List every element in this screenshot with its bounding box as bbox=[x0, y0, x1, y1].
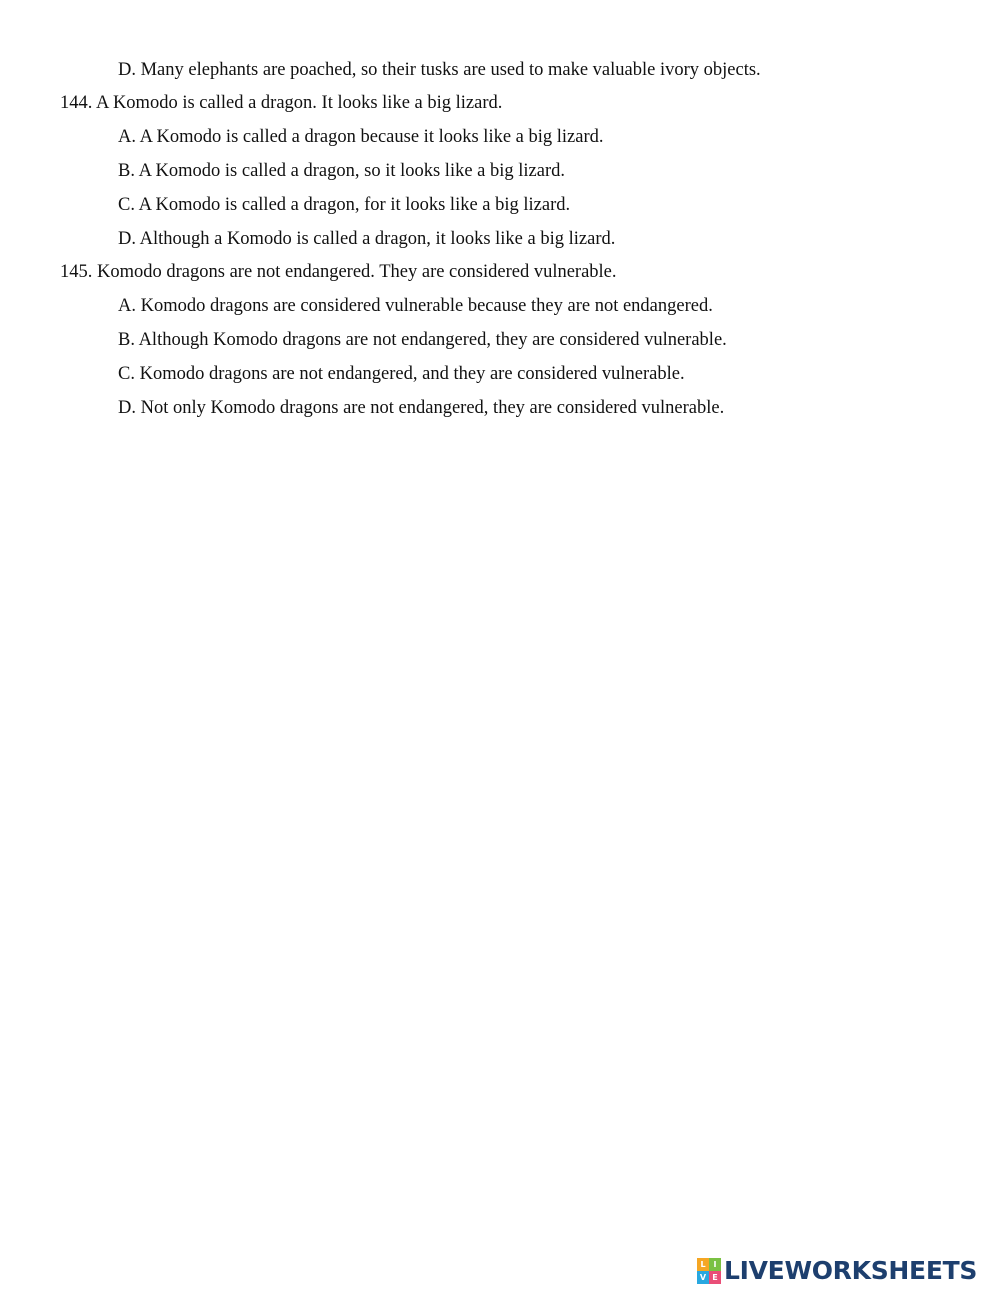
logo-tile-e: E bbox=[709, 1271, 721, 1284]
question-144-option-c: C. A Komodo is called a dragon, for it looks like a big lizard. bbox=[118, 195, 571, 215]
question-144-prompt: 144. A Komodo is called a dragon. It looks like a big lizard. bbox=[60, 93, 503, 113]
logo-tile-v: V bbox=[697, 1271, 709, 1284]
liveworksheets-logo-icon bbox=[697, 1258, 721, 1284]
question-145-option-d: D. Not only Komodo dragons are not endangered, they are considered vulnerable. bbox=[118, 398, 725, 418]
liveworksheets-watermark bbox=[697, 1256, 977, 1286]
question-145-option-a: A. Komodo dragons are considered vulnerable because they are not endangered. bbox=[118, 296, 713, 316]
question-145-option-b: B. Although Komodo dragons are not endangered, they are considered vulnerable. bbox=[118, 330, 727, 350]
logo-tile-i: I bbox=[709, 1258, 721, 1271]
question-144-option-b: B. A Komodo is called a dragon, so it looks like a big lizard. bbox=[118, 161, 566, 181]
question-144-option-d: D. Although a Komodo is called a dragon, it looks like a big lizard. bbox=[118, 229, 616, 249]
liveworksheets-wordmark: LIVEWORKSHEETS bbox=[724, 1256, 978, 1285]
logo-tile-l: L bbox=[697, 1258, 709, 1271]
question-145-option-c: C. Komodo dragons are not endangered, and they are considered vulnerable. bbox=[118, 364, 685, 384]
question-144-option-a: A. A Komodo is called a dragon because it looks like a big lizard. bbox=[118, 127, 604, 147]
question-145-prompt: 145. Komodo dragons are not endangered. They are considered vulnerable. bbox=[60, 262, 617, 282]
question-143-option-d: D. Many elephants are poached, so their tusks are used to make valuable ivory objects. bbox=[118, 60, 761, 80]
